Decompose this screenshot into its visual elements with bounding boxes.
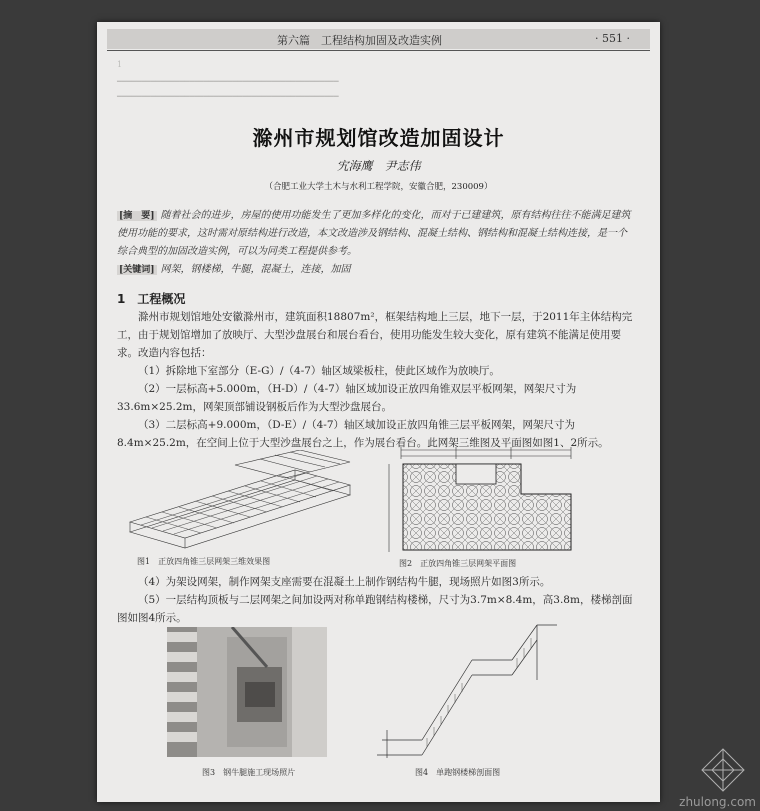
article-title: 滁州市规划馆改造加固设计: [252, 126, 505, 150]
keywords: [117, 260, 632, 275]
figure-1-truss-3d: [125, 450, 365, 550]
author-affiliation: （合肥工业大学土木与水利工程学院，安徽合肥，230009）: [264, 182, 493, 192]
running-header: [97, 29, 660, 51]
watermark: zhulong.com: [679, 795, 756, 809]
abstract-label: [摘 要]: [119, 211, 155, 221]
bleed-through-text: ━━━━━━━━━━━━━━━━━━━━━━━━━━━━━━━━━━━━━━━━━━━━━━: [117, 92, 339, 101]
figure-2-caption: 图2 正放四角锥三层网架平面图: [399, 559, 517, 568]
keywords-text: 网架，钢楼梯，牛腿，混凝土，连接，加固: [160, 264, 351, 275]
article-authors: 宄海鹰 尹志伟: [336, 159, 421, 173]
abstract-text: 随着社会的进步，房屋的使用功能发生了更加多样化的变化，而对于已建建筑，原有结构往往不能满足建筑使用功能的要求，这时需对原结构进行改造，本文改造涉及钢结构、混凝土结构、钢结构和混凝土结构连接，是一个综合典型的加固改造实例，可以为同类工程提供参考。: [117, 210, 631, 257]
figure-4-caption: 图4 单跑钢楼梯剖面图: [415, 768, 501, 777]
page-number: · 551 ·: [595, 32, 630, 45]
bleed-through-text: 1: [117, 60, 443, 69]
bleed-through-text: ━━━━━━━━━━━━━━━━━━━━━━━━━━━━━━━━━━━━━━━━━━━━━━: [117, 77, 339, 86]
paragraph-intro: 滁州市规划馆地处安徽滁州市，建筑面积18807m²，框架结构地上三层，地下一层，于2011年主体结构完工，由于规划馆增加了放映厅、大型沙盘展台和展台看台，使用功能发生较大变化，原有建筑不能满足使用要求。改造内容包括：: [117, 311, 633, 359]
figure-1-caption: 图1 正放四角锥三层网架三维效果图: [137, 557, 271, 566]
figure-3-caption: 图3 钢牛腿施工现场照片: [202, 768, 296, 777]
document-page: [97, 22, 660, 802]
figure-4-stair-section: [362, 620, 562, 760]
chapter-title: 第六篇 工程结构加固及改造实例: [277, 34, 442, 47]
list-item-1: （1）拆除地下室部分（E-G）/（4-7）轴区域梁板柱，使此区域作为放映厅。: [138, 365, 500, 377]
list-item-5: （5）一层结构顶板与二层网架之间加设两对称单跑钢结构楼梯，尺寸为3.7m×8.4m，高3.8m，楼梯剖面图如图4所示。: [117, 594, 633, 624]
section-heading: 1 工程概况: [117, 292, 186, 306]
figure-2-plan-view: [381, 442, 591, 557]
figure-3-photo: [167, 627, 327, 757]
zhulong-logo-icon: [700, 747, 746, 793]
list-item-3: （3）二层标高+9.000m，（D-E）/（4-7）轴区域加设正放四角锥三层平板网架，网架尺寸为8.4m×25.2m，在空间上位于大型沙盘展台之上，作为展台看台。此网架三维图及平面图如图1、2所示。: [117, 419, 609, 449]
keywords-label: [关键词]: [119, 265, 155, 275]
list-item-2: （2）一层标高+5.000m，（H-D）/（4-7）轴区域加设正放四角锥双层平板网架，网架尺寸为33.6m×25.2m，网架顶部铺设钢板后作为大型沙盘展台。: [117, 383, 577, 413]
abstract: [117, 207, 632, 261]
list-item-4: （4）为架设网架，制作网架支座需要在混凝土上制作钢结构牛腿，现场照片如图3所示。: [138, 576, 551, 588]
